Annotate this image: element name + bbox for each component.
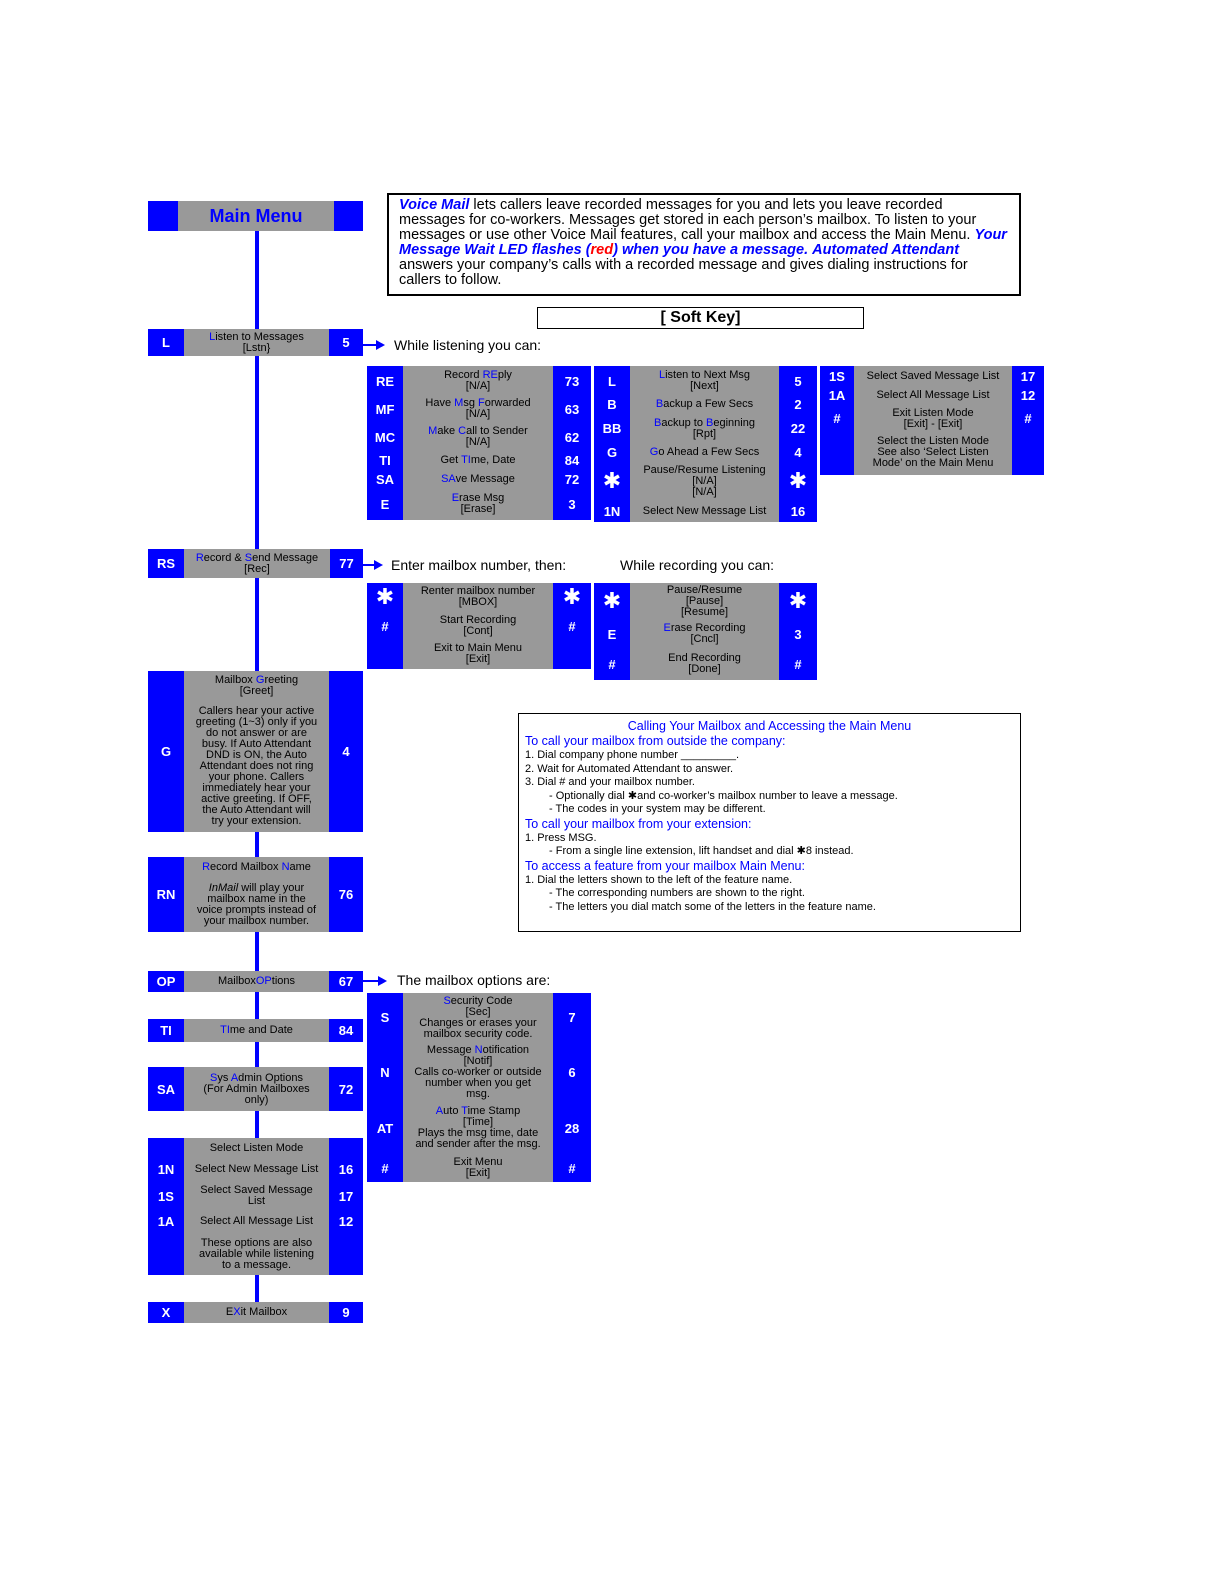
option-number: ✱ [788,468,808,493]
option-number: 84 [564,453,580,468]
options-arrow [363,980,385,982]
select-mode-note: These options are also available while listening to a message. [199,1236,314,1271]
option-number: ✱ [562,584,582,609]
option-code: G [606,445,618,460]
options-arrow-label: The mailbox options are: [397,972,551,988]
sysadmin-code: SA [148,1067,184,1111]
option-label: Pause/Resume [Pause] [Resume] [666,583,743,618]
option-number: 12 [338,1213,354,1229]
option-label: Auto Time Stamp [Time] Plays the msg time, date and sender after the msg. [415,1105,541,1150]
option-number: 7 [568,1010,576,1025]
options-label: Mailbox OP tions [184,971,329,992]
option-label: Select Saved Message List [200,1184,313,1207]
option-number: 16 [790,503,806,519]
listen-number: 5 [329,329,363,356]
main-menu-title: Main Menu [178,201,334,231]
option-number: 6 [568,1064,576,1080]
option-code: # [381,1160,389,1176]
sysadmin-number: 72 [329,1067,363,1111]
option-number: 5 [794,373,802,389]
option-code: 1N [603,503,621,519]
name-number: 76 [329,857,363,932]
option-code: E [380,496,390,512]
listen-arrow-label: While listening you can: [394,337,542,353]
option-code: 1A [157,1213,175,1229]
record-number: 77 [330,549,363,578]
call-note: - The corresponding numbers are shown to the right. [549,887,805,899]
option-label: Select Saved Message List [866,370,1000,382]
name-code: RN [148,857,184,932]
option-code: E [607,626,617,642]
call-step: 2. Wait for Automated Attendant to answer. [525,762,734,775]
option-code: # [608,656,616,672]
greeting-box: Mailbox Greeting [Greet] Callers hear your active greeting (1~3) only if you do not answer or are busy. If Auto Attendant DND is ON, the Auto Attendant does not ring your phone. Callers immediately hear your active greeting. If OFF, the Auto Attendant will try your extension. [184,671,329,832]
option-number: 3 [794,626,802,642]
option-number [553,640,591,667]
intro-led-a: Your Message Wait LED flashes ( [399,227,1007,258]
option-number: ✱ [788,588,808,613]
option-label: Select All Message List [199,1214,314,1227]
option-label: Erase Msg [Erase] [451,492,505,515]
select-mode-title: Select Listen Mode [209,1142,304,1154]
option-code [820,432,854,472]
call-box-heading-extension: To call your mailbox from your extension: [525,816,752,831]
option-code: SA [375,472,395,487]
option-code: N [380,1064,390,1080]
intro-text-box [387,193,1021,296]
exit-code: X [148,1302,184,1323]
option-number: 63 [564,401,580,417]
option-label: Record REply [N/A] [444,369,512,392]
time-number: 84 [329,1019,363,1042]
option-code: B [607,397,617,412]
option-label: Get TIme, Date [440,454,516,466]
option-label: Security Code [Sec] Changes or erases your mailbox security code. [419,994,537,1040]
option-code: MC [374,429,396,445]
exit-number: 9 [329,1302,363,1323]
intro-led-red: red [590,242,614,258]
call-step: 1. Dial company phone number _________. [525,749,740,761]
option-label: Select the Listen Mode See also ‘Select Listen Mode’ on the Main Menu [872,434,994,469]
option-number: 16 [338,1161,354,1177]
recording-label: While recording you can: [620,557,775,573]
intro-aa-text: answers your company’s calls with a recorded message and gives dialing instructions for callers to follow. [399,257,968,288]
option-number: 2 [794,397,802,412]
option-label: Go Ahead a Few Secs [649,446,760,458]
name-box: Record Mailbox Name InMail will play your mailbox name in the voice prompts instead of your mailbox number. [184,857,329,932]
option-number: 17 [1020,369,1036,384]
listen-label: Listen to Messages [Lstn} [184,329,329,356]
option-code: L [608,373,616,389]
option-label: Exit to Main Menu [Exit] [433,641,523,665]
greeting-code: G [148,671,184,832]
listen-arrow [363,344,383,346]
option-label: End Recording [Done] [668,652,741,675]
main-menu-left-cap [148,201,178,231]
option-label: Have Msg Forwarded [N/A] [425,397,531,420]
option-label: Make Call to Sender [N/A] [428,425,528,448]
option-label: Exit Menu [Exit] [453,1156,503,1179]
option-number [1012,432,1044,472]
option-code: # [833,411,841,426]
option-code: BB [602,421,622,436]
option-code: ✱ [375,584,395,609]
option-label: Backup to Beginning [Rpt] [654,416,755,440]
record-arrow [363,564,381,566]
option-number: # [568,1160,576,1176]
option-number: 12 [1020,388,1036,403]
option-number: # [1024,411,1032,426]
option-label: Select All Message List [876,389,990,401]
option-code: MF [375,401,395,417]
option-label: Pause/Resume Listening [N/A] [N/A] [643,463,766,498]
option-label: Renter mailbox number [MBOX] [420,585,536,608]
intro-voice-mail-term: Voice Mail [399,197,470,213]
option-label: Start Recording [Cont] [439,614,517,637]
option-label: Exit Listen Mode [Exit] - [Exit] [892,406,974,430]
intro-led-b: ) when you have a message. [613,242,809,258]
calling-mailbox-box [518,713,1021,932]
option-label: Select New Message List [194,1162,319,1175]
option-code: AT [376,1120,394,1136]
option-code: RE [375,373,395,389]
call-step: 3. Dial # and your mailbox number. [525,776,695,788]
option-number: # [794,656,802,672]
option-code: S [380,1010,390,1025]
option-code: # [381,618,389,634]
intro-voice-mail-text: lets callers leave recorded messages for you and lets you leave recorded messages for co-workers. Messages get stored in each person’s mailbox. To listen to your messages or use other Voice Mail features, call your mailbox and access the Main Menu. [399,197,977,243]
record-arrow-label: Enter mailbox number, then: [391,557,567,573]
option-number: 73 [564,373,580,389]
option-number: 3 [568,496,576,512]
option-label: Backup a Few Secs [655,398,754,410]
time-label: TI me and Date [184,1019,329,1042]
option-number: 72 [564,472,580,487]
call-step: 1. Dial the letters shown to the left of the feature name. [525,873,793,886]
option-label: SAve Message [441,473,515,485]
call-note: - The codes in your system may be different. [549,803,766,815]
call-box-title: Calling Your Mailbox and Accessing the Main Menu [627,719,912,733]
call-box-heading-feature: To access a feature from your mailbox Main Menu: [525,858,805,873]
call-step: 1. Press MSG. [525,831,597,844]
options-code: OP [148,971,184,992]
option-label: Message Notification [Notif] Calls co-worker or outside number when you get msg. [414,1043,542,1100]
option-code [367,640,403,667]
option-code: ✱ [602,468,622,493]
sysadmin-label: Sys Admin Options (For Admin Mailboxes only) [184,1067,329,1111]
call-note: - Optionally dial ✱and co-worker’s mailbox number to leave a message. [549,789,898,802]
greeting-number: 4 [329,671,363,832]
option-code: 1S [829,369,845,384]
main-menu-right-cap [334,201,363,231]
option-code: 1A [828,388,846,403]
intro-aa-term: Automated Attendant [812,242,960,258]
option-number: 4 [794,445,802,460]
option-label: Erase Recording [Cncl] [663,622,746,645]
exit-label: E X it Mailbox [184,1302,329,1323]
call-note: - The letters you dial match some of the letters in the feature name. [549,900,876,913]
option-number: 62 [564,429,580,445]
time-code: TI [148,1019,184,1042]
option-number: # [568,618,576,634]
option-code: TI [379,453,391,468]
option-number: 17 [338,1188,354,1204]
option-code: ✱ [602,588,622,613]
option-code: 1S [158,1188,174,1204]
option-number: 22 [790,421,806,436]
call-note: - From a single line extension, lift handset and dial ✱8 instead. [549,845,854,857]
options-number: 67 [329,971,363,992]
option-number: 28 [564,1120,580,1136]
option-code: 1N [157,1161,175,1177]
option-label: Select New Message List [642,504,767,517]
call-box-heading-outside: To call your mailbox from outside the company: [525,734,786,748]
record-label: Record & Send Message [Rec] [184,549,330,578]
soft-key-legend: [ Soft Key] [537,307,864,329]
record-code: RS [148,549,184,578]
option-label: Listen to Next Msg [Next] [658,369,751,392]
listen-code: L [148,329,184,356]
